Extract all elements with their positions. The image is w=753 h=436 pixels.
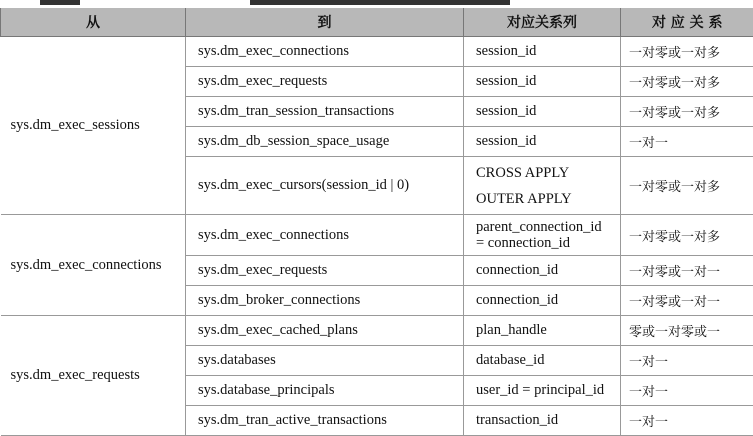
to-cell: sys.dm_exec_requests	[186, 256, 464, 286]
to-cell: sys.dm_tran_session_transactions	[186, 97, 464, 127]
column-cell	[464, 215, 621, 256]
to-cell: sys.dm_exec_requests	[186, 67, 464, 97]
header-to: 到	[186, 8, 464, 37]
to-cell: sys.dm_exec_connections	[186, 215, 464, 256]
from-cell: sys.dm_exec_requests	[1, 316, 186, 436]
column-cell: connection_id	[464, 286, 621, 316]
relation-cell: 一对一	[621, 127, 753, 157]
to-cell: sys.databases	[186, 346, 464, 376]
column-cell: session_id	[464, 127, 621, 157]
column-cell: connection_id	[464, 256, 621, 286]
header-relation: 对 应 关 系	[621, 8, 753, 37]
to-cell: sys.dm_db_session_space_usage	[186, 127, 464, 157]
column-line: parent_connection_id	[476, 219, 602, 235]
table-row	[1, 215, 753, 256]
from-cell: sys.dm_exec_connections	[1, 215, 186, 316]
cropped-caption-strip	[0, 0, 753, 8]
dmv-relationship-table	[0, 8, 753, 436]
column-cell: transaction_id	[464, 406, 621, 436]
to-cell: sys.dm_tran_active_transactions	[186, 406, 464, 436]
column-cell: user_id = principal_id	[464, 376, 621, 406]
header-row	[1, 8, 753, 37]
column-cell	[464, 157, 621, 215]
column-cell: plan_handle	[464, 316, 621, 346]
to-cell: sys.dm_exec_cached_plans	[186, 316, 464, 346]
to-cell: sys.dm_broker_connections	[186, 286, 464, 316]
relation-cell: 一对零或一对多	[621, 215, 753, 256]
header-column: 对应关系列	[464, 8, 621, 37]
column-line: CROSS APPLY	[476, 164, 570, 181]
column-cell: database_id	[464, 346, 621, 376]
column-cell: session_id	[464, 97, 621, 127]
table-row	[1, 37, 753, 67]
to-cell: sys.database_principals	[186, 376, 464, 406]
from-cell: sys.dm_exec_sessions	[1, 37, 186, 215]
relation-cell: 一对一	[621, 376, 753, 406]
relation-cell: 一对一	[621, 406, 753, 436]
to-cell: sys.dm_exec_connections	[186, 37, 464, 67]
relation-cell: 零或一对零或一	[621, 316, 753, 346]
column-cell: session_id	[464, 37, 621, 67]
column-line: = connection_id	[476, 235, 570, 251]
header-from: 从	[1, 8, 186, 37]
relation-cell: 一对零或一对多	[621, 37, 753, 67]
relation-cell: 一对零或一对多	[621, 157, 753, 215]
table-row	[1, 316, 753, 346]
relation-cell: 一对零或一对一	[621, 256, 753, 286]
relation-cell: 一对零或一对一	[621, 286, 753, 316]
relation-cell: 一对零或一对多	[621, 97, 753, 127]
to-cell: sys.dm_exec_cursors(session_id | 0)	[186, 157, 464, 215]
column-line: OUTER APPLY	[476, 190, 572, 207]
relation-cell: 一对零或一对多	[621, 67, 753, 97]
relation-cell: 一对一	[621, 346, 753, 376]
column-cell: session_id	[464, 67, 621, 97]
